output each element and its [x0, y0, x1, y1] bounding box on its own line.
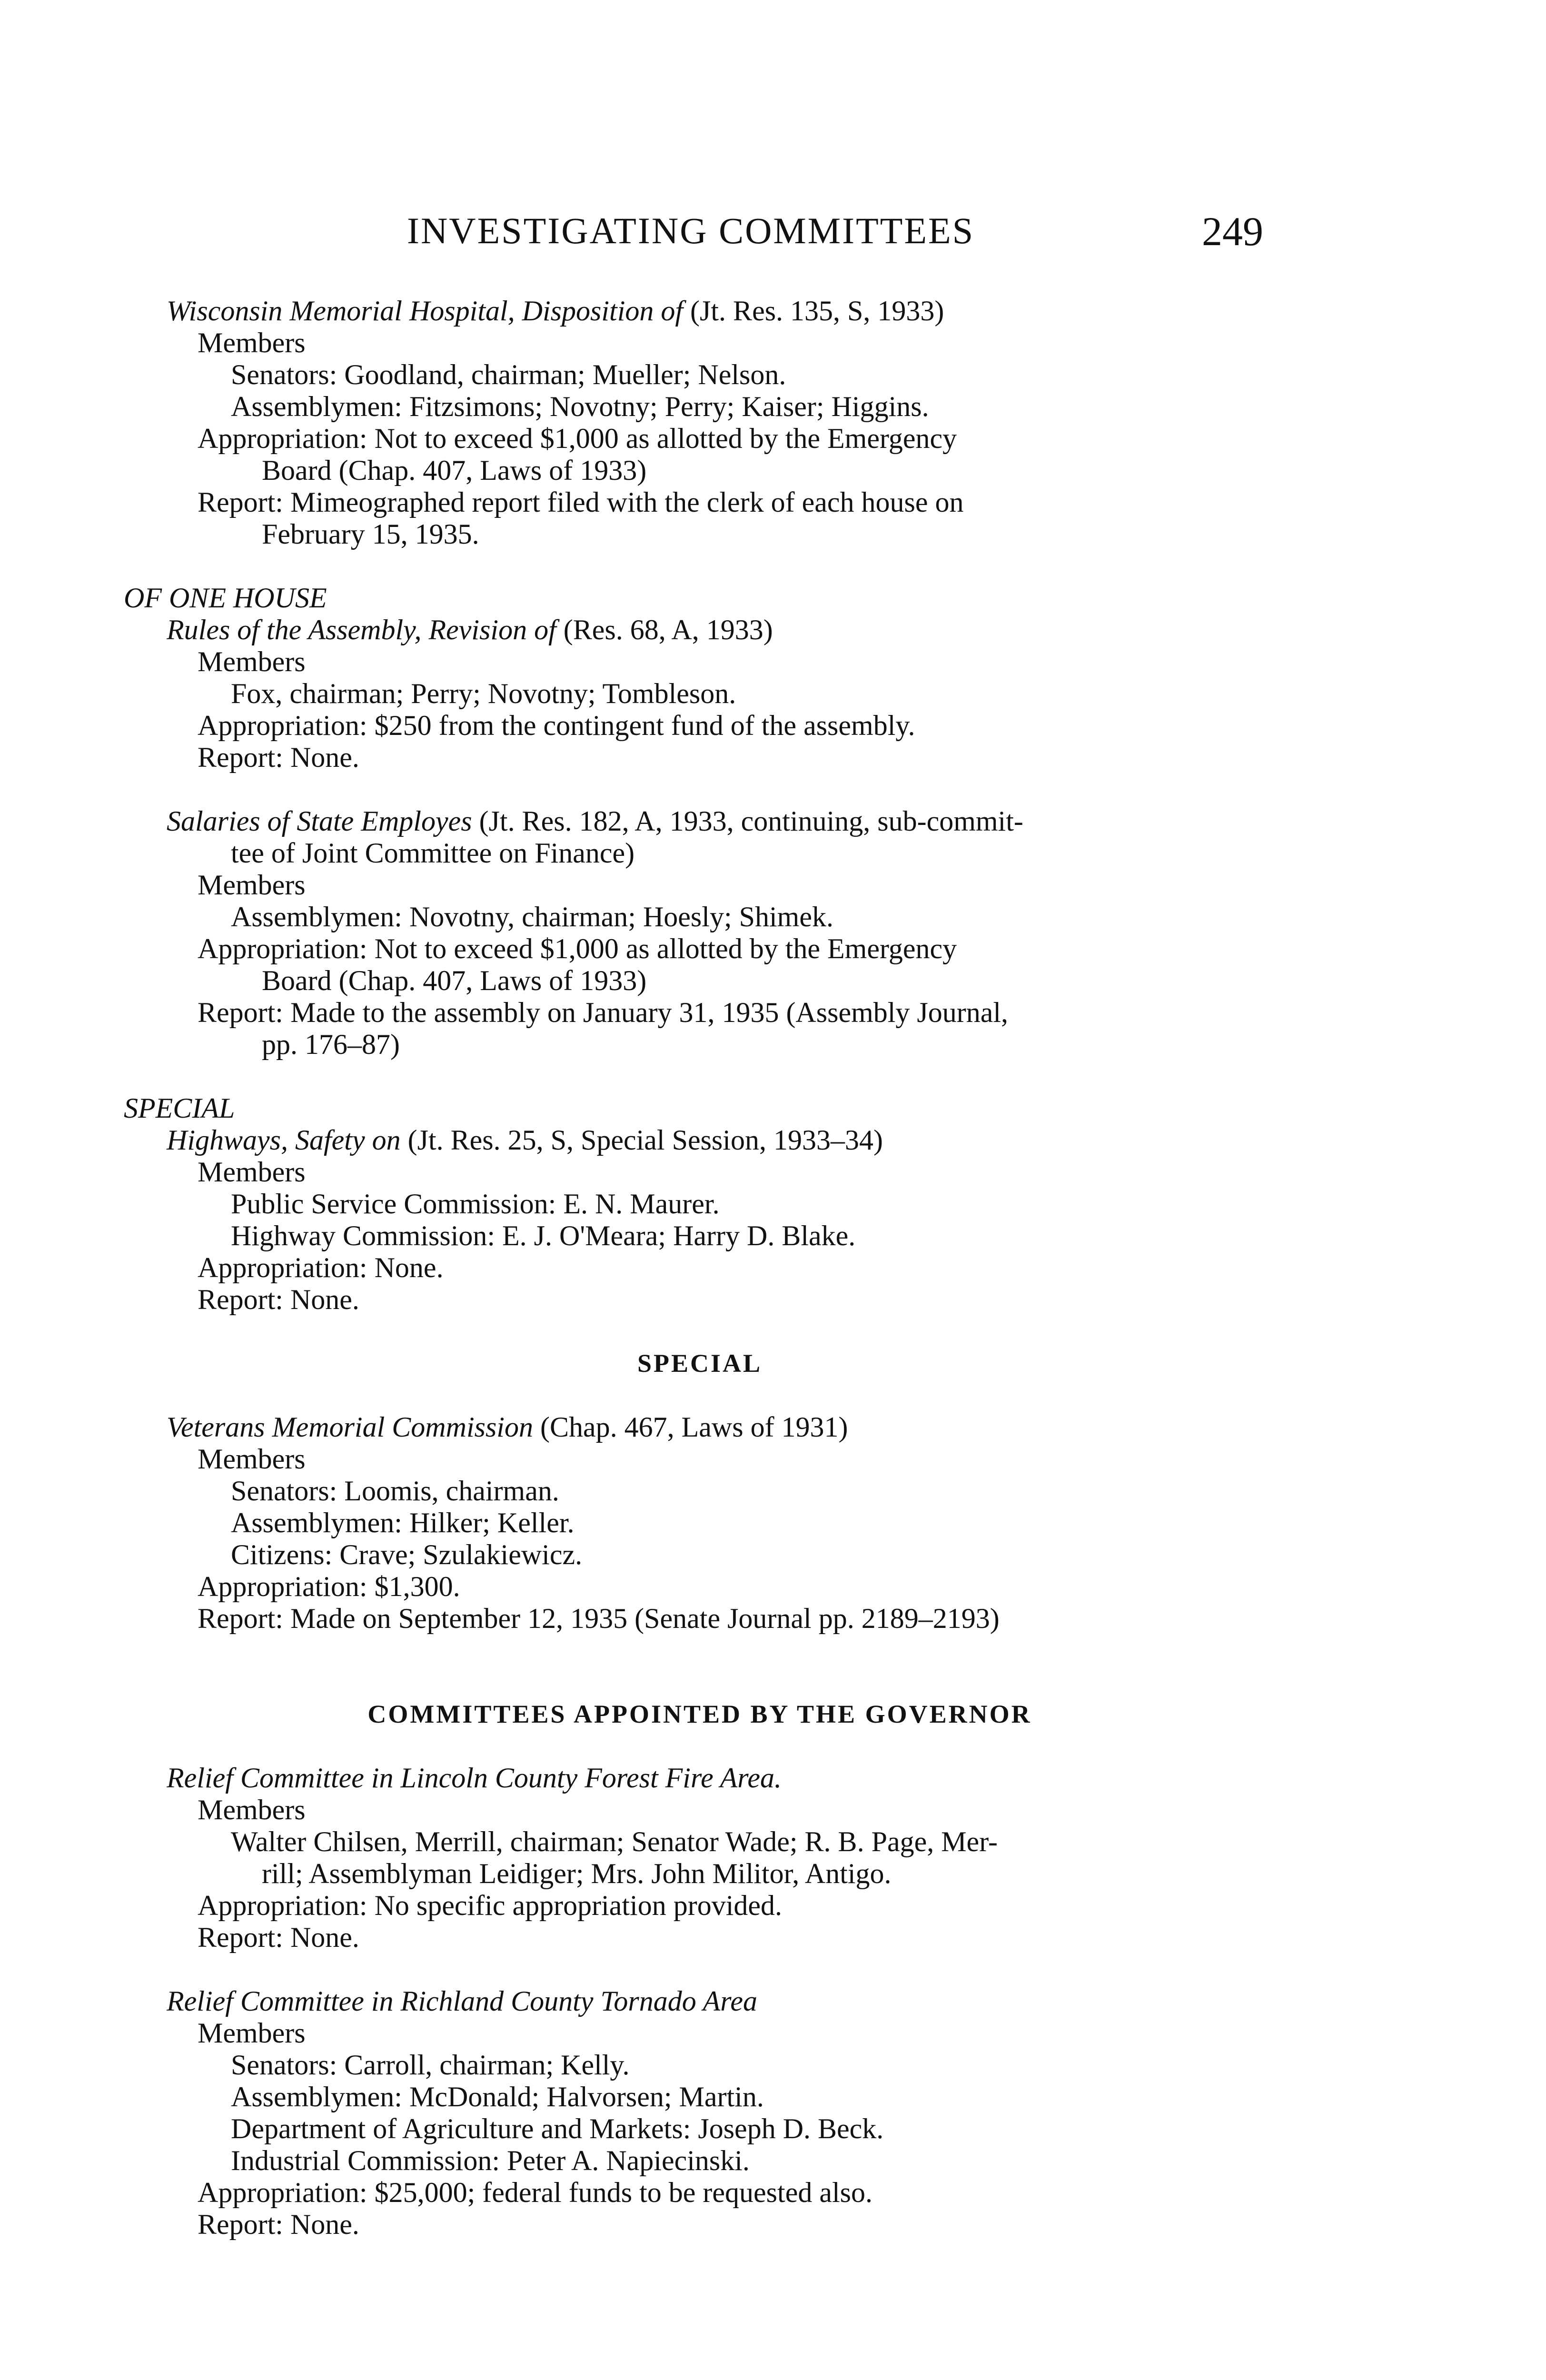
page-header — [0, 209, 1546, 257]
section-heading-special: SPECIAL — [124, 1092, 235, 1124]
members-label: Members — [198, 1443, 306, 1475]
section-heading-governor: COMMITTEES APPOINTED BY THE GOVERNOR — [367, 1700, 1032, 1728]
committee-citation: (Jt. Res. 25, S, Special Session, 1933–34) — [400, 1124, 883, 1156]
report-line: Report: Mimeographed report filed with the clerk of each house on — [198, 486, 964, 518]
report-line: Report: Made on September 12, 1935 (Senate Journal pp. 2189–2193) — [198, 1603, 1000, 1634]
report-line: Report: None. — [198, 742, 359, 773]
industrial-line: Industrial Commission: Peter A. Napiecinski. — [231, 2145, 750, 2176]
appropriation-line: Appropriation: No specific appropriation provided. — [198, 1890, 783, 1921]
appropriation-line: Appropriation: Not to exceed $1,000 as allotted by the Emergency — [198, 423, 957, 454]
report-line: Report: None. — [198, 1284, 359, 1315]
page-title: INVESTIGATING COMMITTEES — [407, 210, 975, 251]
assemblymen-line: Assemblymen: McDonald; Halvorsen; Martin. — [231, 2081, 764, 2112]
appropriation-line-cont: Board (Chap. 407, Laws of 1933) — [262, 965, 647, 996]
members-label: Members — [198, 1794, 306, 1825]
appropriation-line: Appropriation: None. — [198, 1252, 444, 1283]
committee-citation: (Jt. Res. 135, S, 1933) — [683, 295, 944, 327]
section-heading-of-one-house: OF ONE HOUSE — [124, 582, 327, 614]
committee-title: Highways, Safety on — [167, 1124, 401, 1156]
assemblymen-line: Assemblymen: Novotny, chairman; Hoesly; Shimek. — [231, 901, 833, 932]
psc-line: Public Service Commission: E. N. Maurer. — [231, 1188, 720, 1220]
appropriation-line-cont: Board (Chap. 407, Laws of 1933) — [262, 455, 647, 486]
committee-title-line — [124, 295, 1276, 327]
members-label: Members — [198, 646, 306, 677]
committee-citation: (Res. 68, A, 1933) — [556, 614, 773, 645]
assemblymen-line: Assemblymen: Fitzsimons; Novotny; Perry; Kaiser; Higgins. — [231, 391, 929, 422]
members-label: Members — [198, 2017, 306, 2049]
committee-title: Veterans Memorial Commission — [167, 1411, 533, 1443]
report-line: Report: None. — [198, 2209, 359, 2240]
section-heading-special-bold: SPECIAL — [637, 1349, 763, 1378]
committee-title-line — [124, 614, 1276, 646]
committee-title: Relief Committee in Richland County Tornado Area — [167, 1985, 758, 2017]
members-line: Walter Chilsen, Merrill, chairman; Senator Wade; R. B. Page, Mer- — [231, 1826, 998, 1857]
senators-line: Senators: Goodland, chairman; Mueller; Nelson. — [231, 359, 786, 390]
report-line: Report: None. — [198, 1922, 359, 1953]
committee-title-line — [124, 1124, 1276, 1156]
committee-title: Rules of the Assembly, Revision of — [167, 614, 556, 645]
committee-title-line — [124, 1411, 1276, 1443]
members-line: Fox, chairman; Perry; Novotny; Tombleson. — [231, 678, 736, 709]
citizens-line: Citizens: Crave; Szulakiewicz. — [231, 1539, 583, 1570]
appropriation-line: Appropriation: $250 from the contingent fund of the assembly. — [198, 710, 915, 741]
committee-citation-cont: tee of Joint Committee on Finance) — [231, 837, 635, 869]
report-line: Report: Made to the assembly on January 31, 1935 (Assembly Journal, — [198, 997, 1009, 1028]
committee-citation: (Jt. Res. 182, A, 1933, continuing, sub-commit- — [472, 805, 1023, 837]
hc-line: Highway Commission: E. J. O'Meara; Harry D. Blake. — [231, 1220, 856, 1251]
assemblymen-line: Assemblymen: Hilker; Keller. — [231, 1507, 575, 1538]
members-line-cont: rill; Assemblyman Leidiger; Mrs. John Militor, Antigo. — [262, 1858, 892, 1889]
appropriation-line: Appropriation: Not to exceed $1,000 as allotted by the Emergency — [198, 933, 957, 964]
page-number: 249 — [1202, 208, 1263, 254]
members-label: Members — [198, 327, 306, 358]
appropriation-line: Appropriation: $25,000; federal funds to be requested also. — [198, 2177, 872, 2208]
members-label: Members — [198, 869, 306, 901]
committee-title-line — [124, 805, 1276, 837]
committee-title: Wisconsin Memorial Hospital, Disposition of — [167, 295, 684, 327]
senators-line: Senators: Carroll, chairman; Kelly. — [231, 2049, 630, 2081]
agriculture-line: Department of Agriculture and Markets: Joseph D. Beck. — [231, 2113, 884, 2144]
appropriation-line: Appropriation: $1,300. — [198, 1571, 460, 1602]
members-label: Members — [198, 1156, 306, 1188]
page-content — [124, 295, 1276, 2241]
committee-title: Salaries of State Employes — [167, 805, 472, 837]
report-line-cont: pp. 176–87) — [262, 1029, 400, 1060]
senators-line: Senators: Loomis, chairman. — [231, 1475, 559, 1507]
committee-title: Relief Committee in Lincoln County Forest Fire Area. — [167, 1762, 782, 1794]
report-line-cont: February 15, 1935. — [262, 518, 479, 550]
committee-citation: (Chap. 467, Laws of 1931) — [533, 1411, 848, 1443]
